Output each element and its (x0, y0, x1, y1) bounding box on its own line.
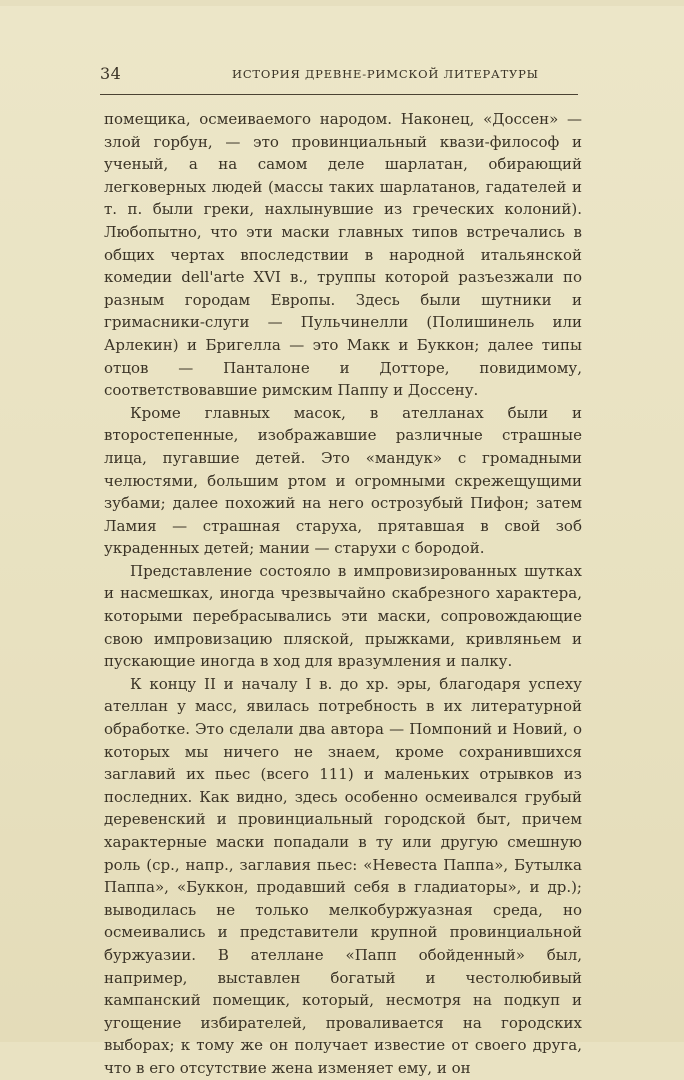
paragraph-1: помещика, осмеиваемого народом. Наконец, «Доссен» — злой горбун, — это провинциальный квази-философ и ученый, а на самом деле шарлатан, обирающий легковерных людей (массы таких шарлатанов, гадателей и т. п. были греки, нахлынувшие из греческих колоний). Любопытно, что эти маски главных типов встречались в общих чертах впоследствии в народной итальянской комедии dell'arte XVI в., труппы которой разъезжали по разным городам Европы. Здесь были шутники и гримасники-слуги — Пульчинелли (Полишинель или Арлекин) и Бригелла — это Макк и Буккон; далее типы отцов — Панталоне и Дотторе, повидимому, соответствовавшие римским Паппу и Доссену. (104, 110, 582, 400)
paragraph-3: Представление состояло в импровизированных шутках и насмешках, иногда чрезвычайно скабрезного характера, которыми перебрасывались эти маски, сопровождающие свою импровизацию пляской, прыжками, кривляньем и пускающие иногда в ход для вразумления и палку. (104, 561, 582, 671)
paragraph-2: Кроме главных масок, в ателланах были и второстепенные, изображавшие различные страшные лица, пугавшие детей. Это «мандук» с громадными челюстями, большим ртом и огромными скрежещущими зубами; далее похожий на него острозубый Пифон; затем Ламия — страшная старуха, прятавшая в свой зоб украденных детей; мании — старухи с бородой. (104, 403, 582, 558)
paragraph-4: К концу II и началу I в. до хр. эры, благодаря успеху ателлан у масс, явилась потребность в их литературной обработке. Это сделали два автора — Помпоний и Новий, о которых мы ничего не знаем, кроме сохранившихся заглавий их пьес (всего 111) и маленьких отрывков из последних. Как видно, здесь особенно осмеивался грубый деревенский и провинциальный городской быт, причем характерные маски попадали в ту или другую смешную роль (ср., напр., заглавия пьес: «Невеста Паппа», Бутылка Паппа», «Буккон, продавший себя в гладиаторы», и др.); выводилась не только мелкобуржуазная среда, но осмеивались и представители крупной провинциальной буржуазии. В ателлане «Папп обойденный» был, например, выставлен богатый и честолюбивый кампанский помещик, который, несмотря на подкуп и угощение избирателей, проваливается на городских выборах; к тому же он получает известие от своего друга, что в его отсутствие жена изменяет ему, и он (104, 674, 582, 1077)
body-text (104, 108, 582, 1080)
page-header (100, 62, 584, 86)
page-number: 34 (100, 64, 122, 83)
page-top-edge (0, 0, 684, 6)
header-rule (100, 94, 578, 95)
running-title: ИСТОРИЯ ДРЕВНЕ-РИМСКОЙ ЛИТЕРАТУРЫ (232, 67, 539, 81)
